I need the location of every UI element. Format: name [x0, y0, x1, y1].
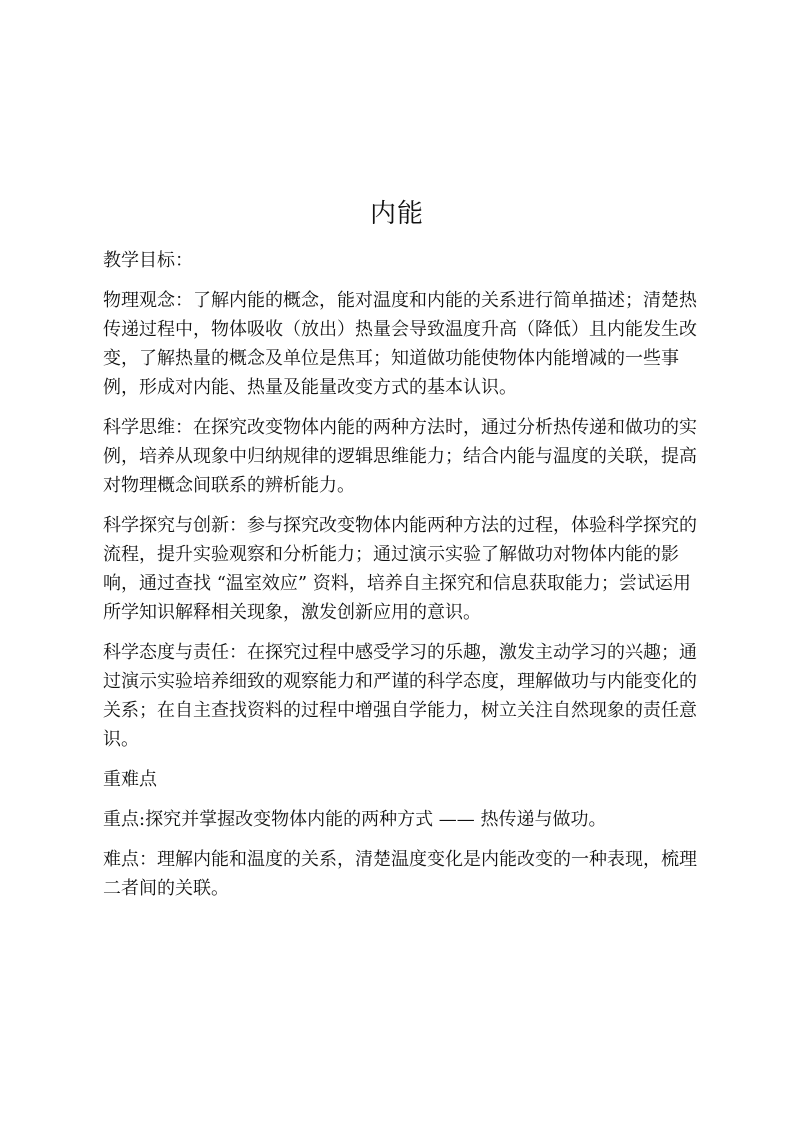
difficult-point-paragraph: 难点：理解内能和温度的关系，清楚温度变化是内能改变的一种表现，梳理二者间的关联。	[103, 849, 697, 899]
scientific-thinking-paragraph: 科学思维：在探究改变物体内能的两种方法时，通过分析热传递和做功的实例，培养从现象中归纳规律的逻辑思维能力；结合内能与温度的关联，提高对物理概念间联系的辨析能力。	[103, 417, 697, 496]
document-title: 内能	[369, 199, 424, 229]
physics-concept-paragraph: 物理观念：了解内能的概念，能对温度和内能的关系进行简单描述；清楚热传递过程中，物体吸收（放出）热量会导致温度升高（降低）且内能发生改变，了解热量的概念及单位是焦耳；知道做功能使物体内能增减的一些事例，形成对内能、热量及能量改变方式的基本认识。	[103, 290, 697, 398]
attitude-responsibility-paragraph: 科学态度与责任：在探究过程中感受学习的乐趣，激发主动学习的兴趣；通过演示实验培养细致的观察能力和严谨的科学态度，理解做功与内能变化的关系；在自主查找资料的过程中增强自学能力，树立关注自然现象的责任意识。	[103, 642, 697, 750]
document-body	[103, 246, 701, 914]
key-difficult-heading: 重难点	[103, 769, 157, 790]
key-point-paragraph: 重点:探究并掌握改变物体内能的两种方式 —— 热传递与做功。	[103, 809, 607, 830]
objectives-heading: 教学目标：	[103, 250, 193, 271]
inquiry-innovation-paragraph: 科学探究与创新：参与探究改变物体内能两种方法的过程，体验科学探究的流程，提升实验观察和分析能力；通过演示实验了解做功对物体内能的影响，通过查找 “温室效应” 资料，培养自主探究和信息获取能力；尝试运用所学知识解释相关现象，激发创新应用的意识。	[103, 515, 697, 623]
